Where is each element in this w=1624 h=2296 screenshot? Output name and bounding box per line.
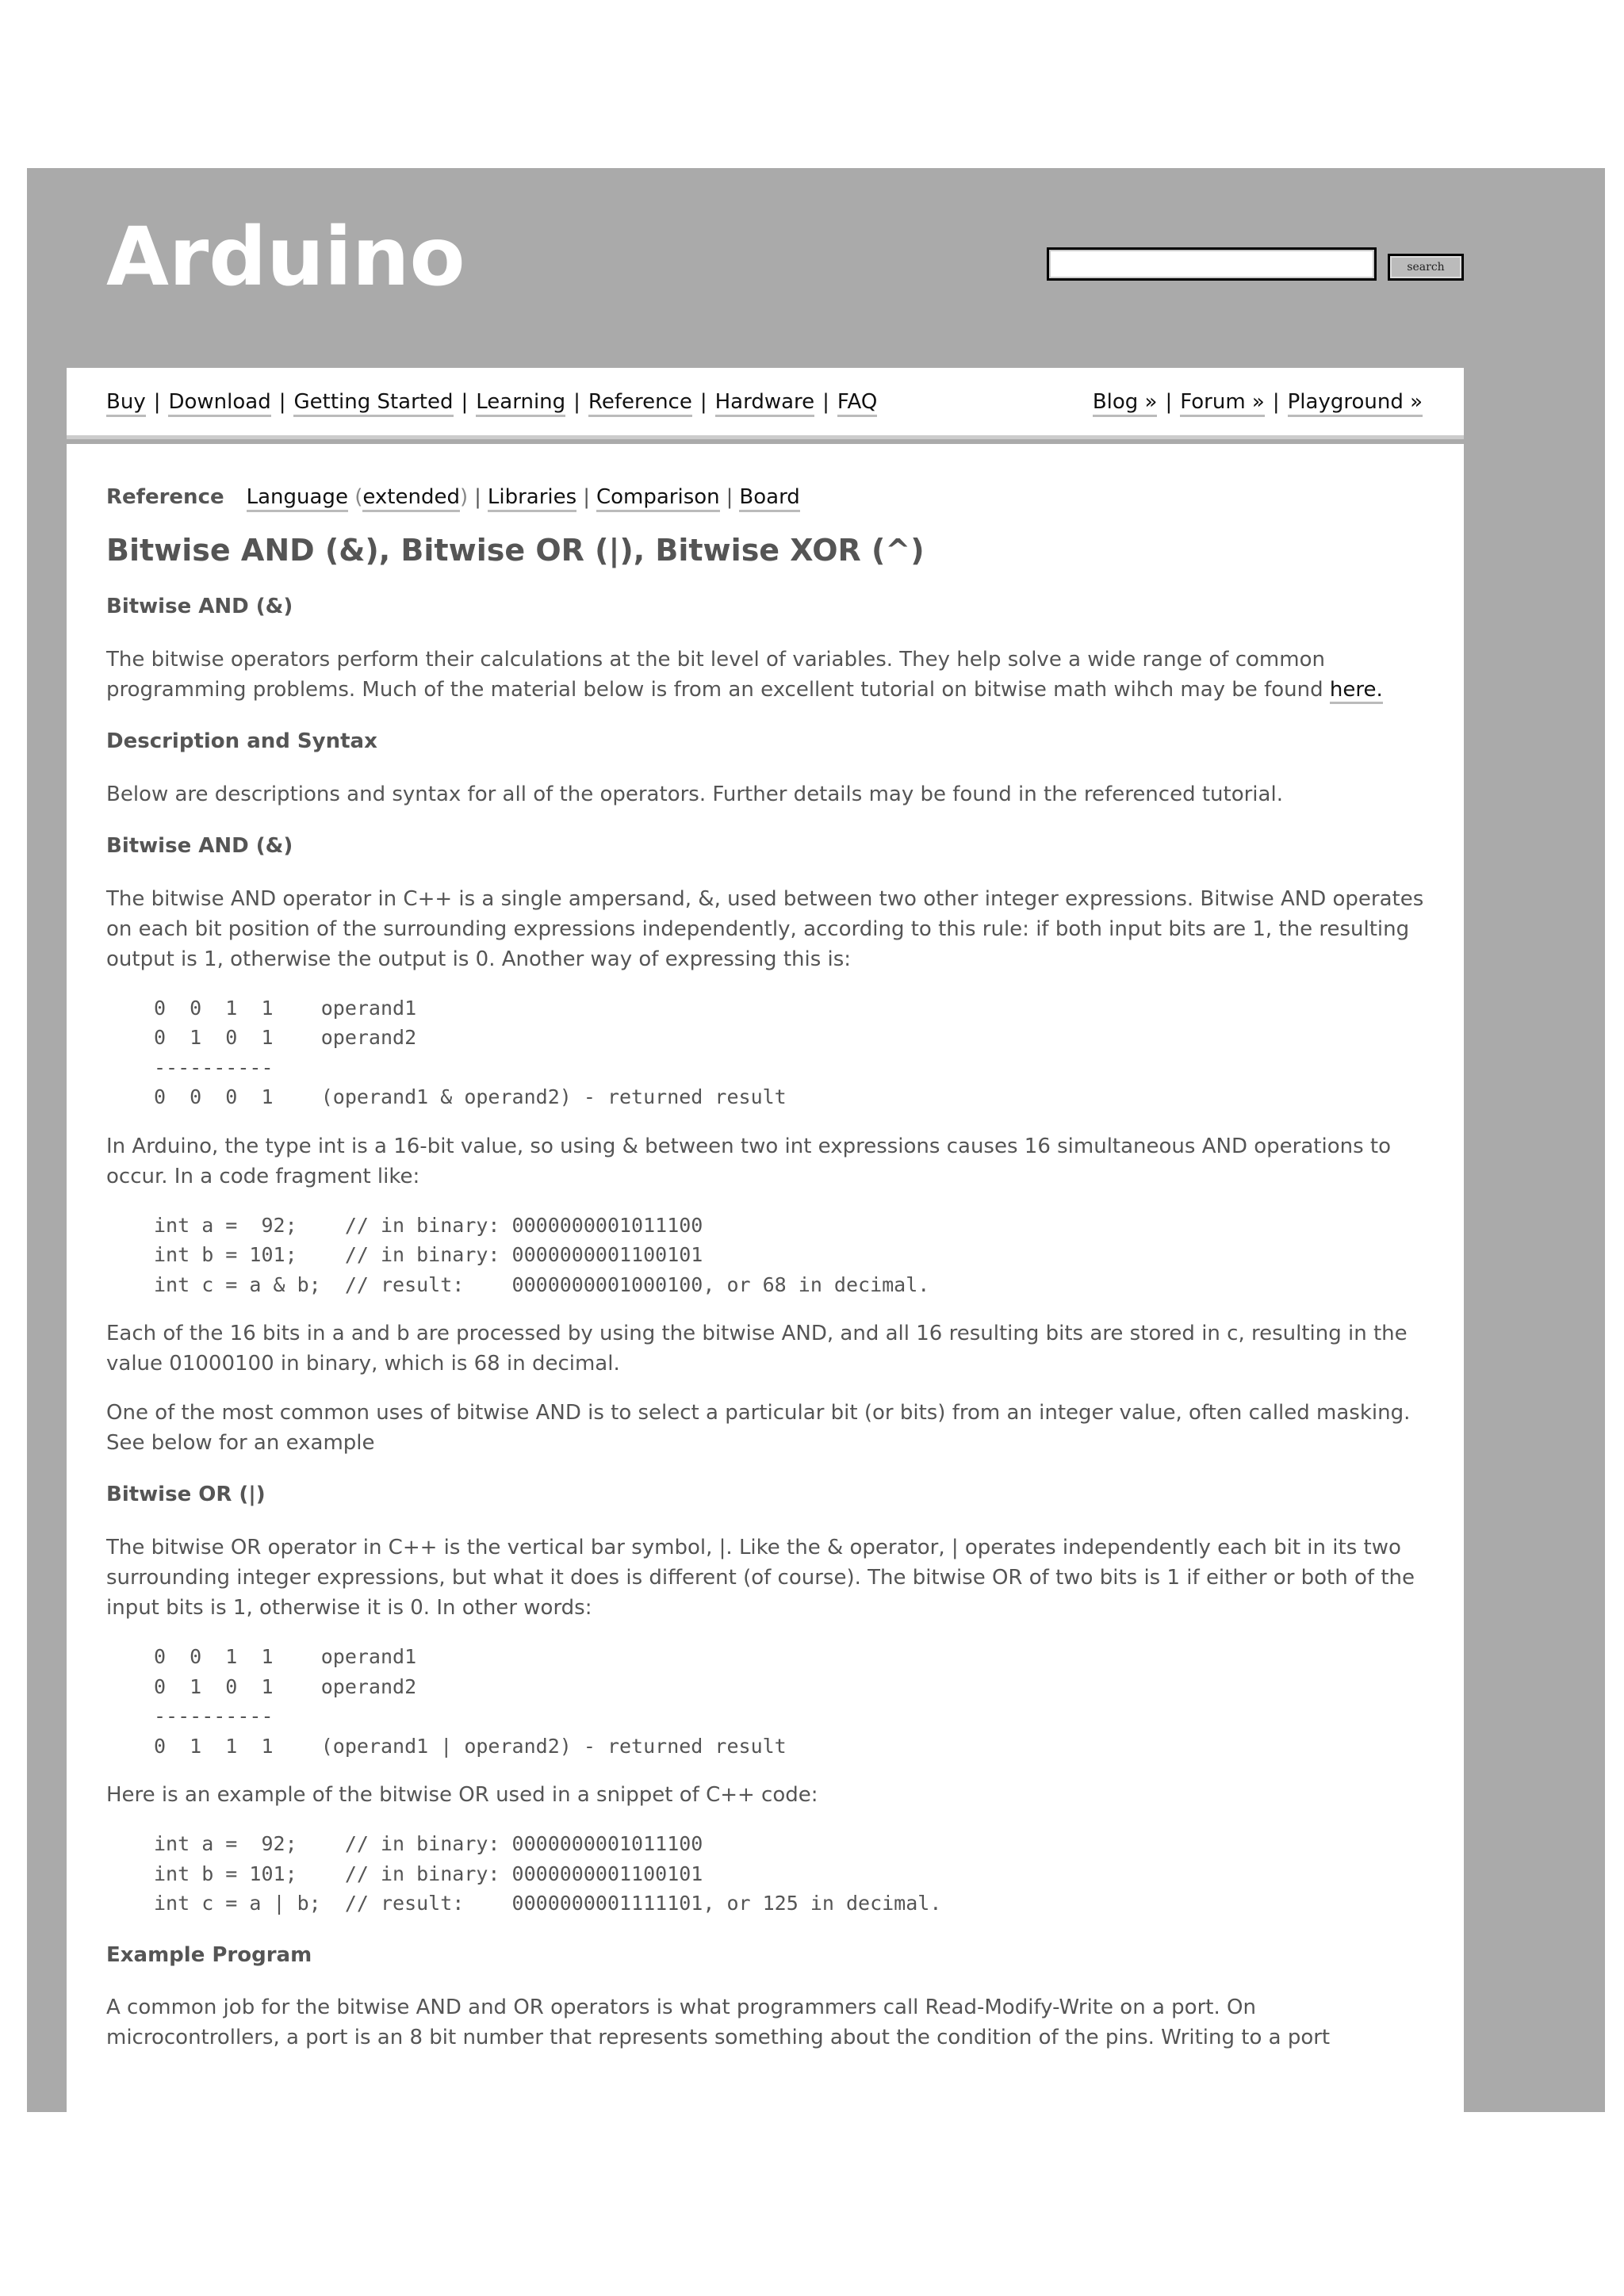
nav-separator: | (822, 390, 829, 414)
nav-link-hardware[interactable]: Hardware (715, 390, 815, 417)
section-heading-example-program: Example Program (106, 1942, 312, 1967)
paren-open: ( (354, 485, 363, 509)
nav-separator: | (278, 390, 286, 414)
example-paragraph-1: A common job for the bitwise AND and OR operators is what programmers call Read-Modify-Write on a port. On microcontrollers, a port is an 8 bit number that represents something about the condition of the pins. Writing to a port (106, 1996, 1331, 2050)
or-code-block: int a = 92; // in binary: 0000000001011100 int b = 101; // in binary: 0000000001100101 int c = a | b; // result: 0000000001111101, or 125 in decimal. (154, 1832, 942, 1915)
site-logo[interactable]: Arduino (106, 210, 465, 304)
section-heading-bitwise-or: Bitwise OR (|) (106, 1483, 266, 1507)
nav-link-playground[interactable]: Playground » (1288, 390, 1423, 417)
and-truth-table: 0 0 1 1 operand1 0 1 0 1 operand2 ---------- 0 0 0 1 (operand1 & operand2) - returned result (154, 996, 787, 1109)
subnav-link-extended[interactable]: extended (362, 485, 460, 512)
subnav-separator: | (583, 485, 590, 509)
nav-right (1093, 390, 1423, 414)
subnav-separator: | (726, 485, 733, 509)
nav-link-buy[interactable]: Buy (106, 390, 146, 417)
subnav-link-libraries[interactable]: Libraries (488, 485, 576, 512)
nav-separator: | (573, 390, 580, 414)
main-nav (67, 368, 1464, 439)
section-heading-description: Description and Syntax (106, 729, 377, 754)
and-code-block: int a = 92; // in binary: 0000000001011100 int b = 101; // in binary: 0000000001100101 int c = a & b; // result: 0000000001000100, or 68 in decimal. (154, 1213, 930, 1296)
nav-link-learning[interactable]: Learning (476, 390, 565, 417)
or-truth-table: 0 0 1 1 operand1 0 1 0 1 operand2 ---------- 0 1 1 1 (operand1 | operand2) - returned result (154, 1645, 787, 1758)
search-input[interactable] (1047, 247, 1377, 281)
subnav-separator: | (474, 485, 481, 509)
nav-separator: | (153, 390, 161, 414)
subnav-link-comparison[interactable]: Comparison (596, 485, 720, 512)
nav-separator: | (1272, 390, 1280, 414)
nav-link-getting-started[interactable]: Getting Started (293, 390, 453, 417)
paren-close: ) (459, 485, 469, 509)
and-paragraph-1: The bitwise AND operator in C++ is a single ampersand, &, used between two other integer expressions. Bitwise AND operates on each bit position of the surrounding expressions independently, according to this rule: if both input bits are 1, the resulting output is 1, otherwise the output is 0. Another way of expressing this is: (106, 886, 1424, 971)
page-frame (27, 168, 1605, 2112)
nav-separator: | (461, 390, 469, 414)
intro-paragraph (106, 645, 1424, 705)
nav-separator: | (699, 390, 707, 414)
subnav-link-board[interactable]: Board (739, 485, 799, 512)
nav-link-download[interactable]: Download (168, 390, 270, 417)
subnav-link-language[interactable]: Language (247, 485, 348, 512)
page-title: Bitwise AND (&), Bitwise OR (|), Bitwise XOR (^) (106, 533, 925, 568)
tutorial-link[interactable]: here. (1330, 678, 1383, 704)
or-paragraph-2: Here is an example of the bitwise OR used in a snippet of C++ code: (106, 1783, 818, 1808)
content-area (67, 444, 1464, 2112)
subnav-label: Reference (106, 485, 224, 509)
and-paragraph-4: One of the most common uses of bitwise AND is to select a particular bit (or bits) from an integer value, often called masking. See below for an example (106, 1401, 1411, 1456)
description-paragraph: Below are descriptions and syntax for all of the operators. Further details may be found in the referenced tutorial. (106, 782, 1283, 806)
nav-left (106, 390, 877, 414)
and-paragraph-3: Each of the 16 bits in a and b are processed by using the bitwise AND, and all 16 resulting bits are stored in c, resulting in the value 01000100 in binary, which is 68 in decimal. (106, 1322, 1408, 1376)
intro-text: The bitwise operators perform their calculations at the bit level of variables. They help solve a wide range of common programming problems. Much of the material below is from an excellent tutorial on bitwise math wihch may be found (106, 648, 1325, 702)
nav-link-forum[interactable]: Forum » (1180, 390, 1265, 417)
section-heading-bitwise-and: Bitwise AND (&) (106, 833, 293, 858)
and-paragraph-2: In Arduino, the type int is a 16-bit value, so using & between two int expressions causes 16 simultaneous AND operations to occur. In a code fragment like: (106, 1134, 1391, 1188)
nav-link-reference[interactable]: Reference (588, 390, 692, 417)
search-button[interactable]: search (1388, 254, 1464, 281)
nav-separator: | (1165, 390, 1173, 414)
reference-subnav (106, 485, 1424, 517)
section-heading-bitwise-and-intro: Bitwise AND (&) (106, 595, 293, 619)
or-paragraph-1: The bitwise OR operator in C++ is the vertical bar symbol, |. Like the & operator, | operates independently each bit in its two surrounding integer expressions, but what it does is different (of course). The bitwise OR of two bits is 1 if either or both of the input bits is 1, otherwise it is 0. In other words: (106, 1536, 1415, 1621)
nav-link-blog[interactable]: Blog » (1093, 390, 1158, 417)
nav-link-faq[interactable]: FAQ (837, 390, 877, 417)
